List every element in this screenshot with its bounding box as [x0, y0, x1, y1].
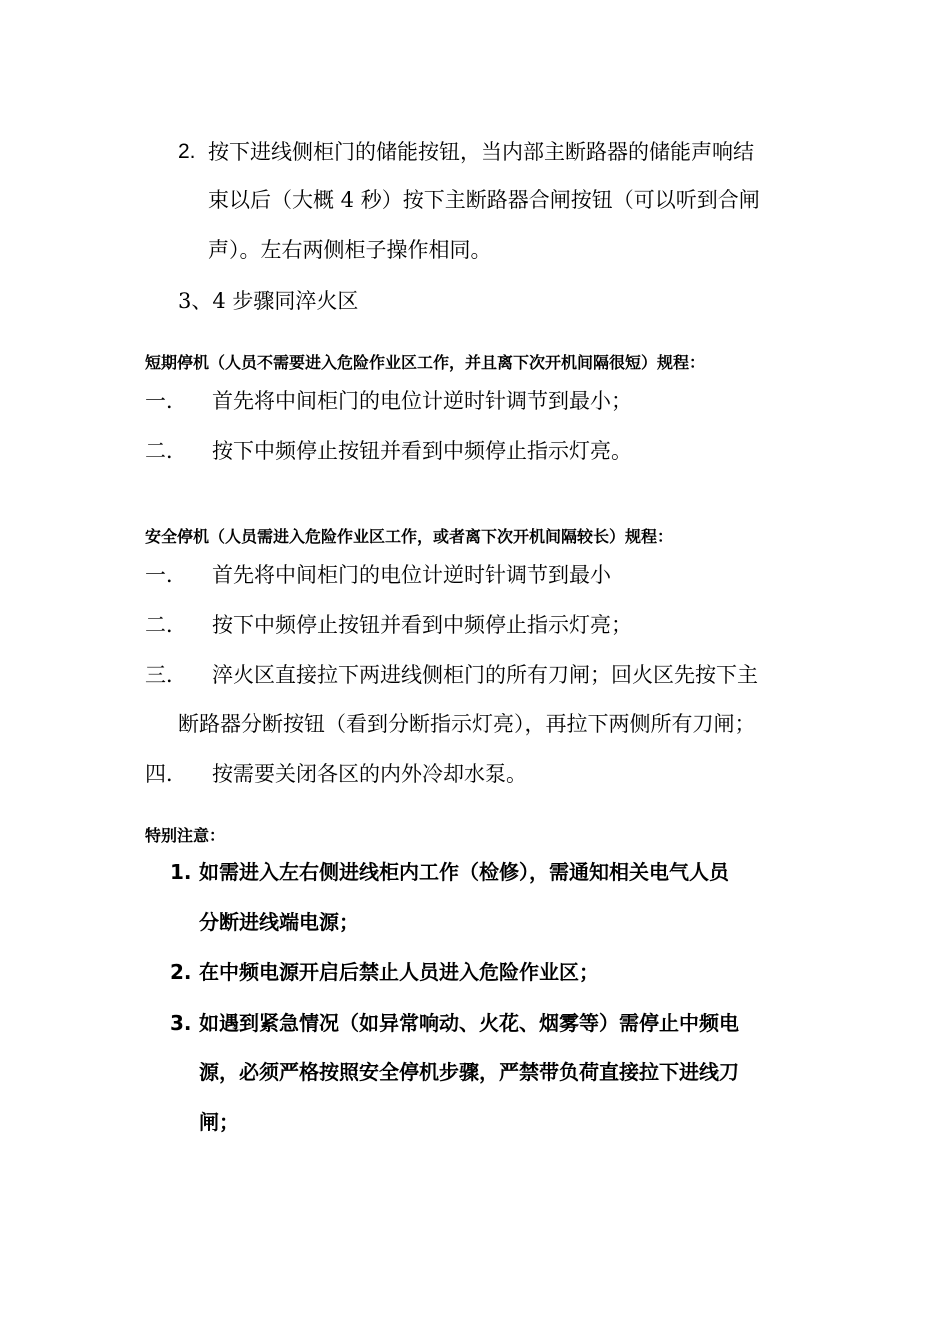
note-3-line-1: 如遇到紧急情况（如异常响动、火花、烟雾等）需停止中频电: [199, 1011, 739, 1035]
note-1-marker: 1.: [170, 860, 192, 884]
note-1-line-2: 分断进线端电源；: [199, 910, 359, 934]
note-3-line-3: 闸；: [199, 1110, 239, 1134]
short-stop-item-1-text: 首先将中间柜门的电位计逆时针调节到最小；: [212, 389, 632, 413]
note-1-line-1: 如需进入左右侧进线柜内工作（检修），需通知相关电气人员: [199, 860, 729, 884]
safe-stop-item-3-marker: 三．: [145, 663, 187, 687]
steps-3-4-note: 3、4 步骤同淬火区: [178, 289, 359, 313]
note-2-line-1: 在中频电源开启后禁止人员进入危险作业区；: [199, 960, 599, 984]
safe-stop-item-2-marker: 二．: [145, 613, 187, 637]
note-3-marker: 3.: [170, 1011, 192, 1035]
step-2-line-3: 声）。左右两侧柜子操作相同。: [208, 238, 492, 262]
notes-heading: 特别注意：: [145, 826, 226, 845]
safe-stop-item-3-continuation: 断路器分断按钮（看到分断指示灯亮），再拉下两侧所有刀闸；: [178, 712, 756, 736]
short-stop-heading: 短期停机（人员不需要进入危险作业区工作，并且离下次开机间隔很短）规程：: [145, 353, 706, 372]
note-3-line-2: 源，必须严格按照安全停机步骤，严禁带负荷直接拉下进线刀: [199, 1060, 739, 1084]
step-2-line-2: 束以后（大概 4 秒）按下主断路器合闸按钮（可以听到合闸: [208, 188, 760, 212]
safe-stop-heading: 安全停机（人员需进入危险作业区工作，或者离下次开机间隔较长）规程：: [145, 527, 674, 546]
safe-stop-item-4-text: 按需要关闭各区的内外冷却水泵。: [212, 762, 527, 786]
safe-stop-item-1-text: 首先将中间柜门的电位计逆时针调节到最小: [212, 563, 611, 587]
safe-stop-item-4-marker: 四．: [145, 762, 187, 786]
step-2-line-1: 按下进线侧柜门的储能按钮，当内部主断路器的储能声响结: [208, 140, 754, 164]
safe-stop-item-3-text: 淬火区直接拉下两进线侧柜门的所有刀闸；回火区先按下主: [212, 663, 758, 687]
step-2-marker: 2.: [178, 140, 196, 163]
short-stop-item-2-text: 按下中频停止按钮并看到中频停止指示灯亮。: [212, 439, 632, 463]
short-stop-item-2-marker: 二．: [145, 439, 187, 463]
safe-stop-item-2-text: 按下中频停止按钮并看到中频停止指示灯亮；: [212, 613, 632, 637]
short-stop-item-1-marker: 一．: [145, 389, 187, 413]
safe-stop-item-1-marker: 一．: [145, 563, 187, 587]
note-2-marker: 2.: [170, 960, 192, 984]
